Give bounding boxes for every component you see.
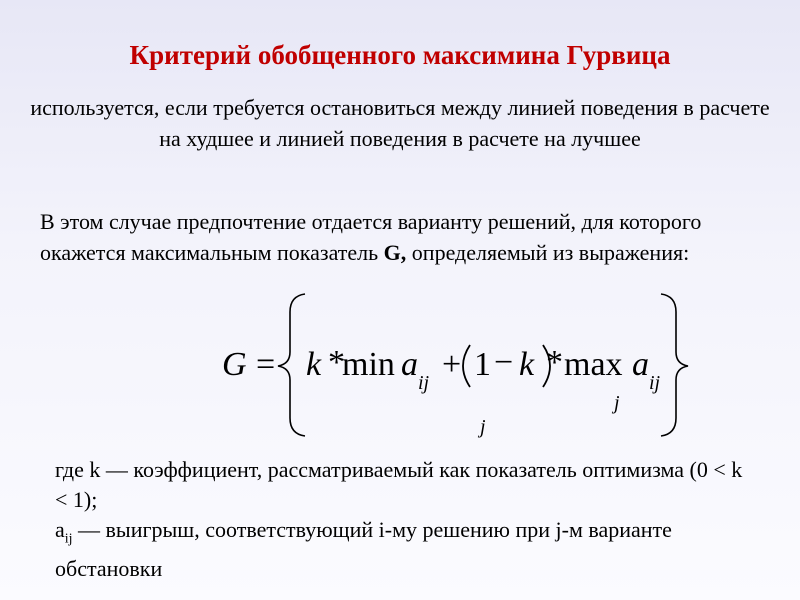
left-curly-brace	[278, 294, 305, 436]
formula-g: G	[222, 346, 247, 383]
formula-max: max	[564, 346, 623, 383]
note-a-symbol: a	[55, 517, 65, 542]
note-a-definition	[55, 515, 755, 584]
note-a-subscript: ij	[64, 531, 73, 547]
formula-one: 1	[474, 346, 491, 383]
left-paren	[463, 345, 470, 387]
formula-min-index: j	[480, 416, 486, 438]
note-a-text: — выигрыш, соответствующий i-му решению при j-м варианте обстановки	[55, 517, 672, 582]
slide-title: Критерий обобщенного максимина Гурвица	[129, 40, 671, 70]
g-symbol: G,	[383, 240, 407, 265]
hurwicz-formula	[220, 290, 690, 440]
formula-minus: −	[494, 344, 514, 381]
formula-min: min	[342, 346, 395, 383]
formula-k-2: k	[519, 346, 535, 383]
description-paragraph	[40, 206, 780, 268]
formula-a-subscript: ij	[418, 372, 430, 394]
note-k-definition: где k — коэффициент, рассматриваемый как показатель оптимизма (0 < k < 1);	[55, 457, 743, 512]
description-text-before: В этом случае предпочтение отдается варианту решений, для которого окажется максимальным показатель	[40, 209, 702, 265]
formula-plus: +	[442, 346, 462, 383]
formula-k: k	[306, 346, 322, 383]
notes-block	[55, 455, 755, 584]
intro-text: используется, если требуется остановиться между линией поведения в расчете на худшее и линией поведения в расчете на лучшее	[30, 95, 770, 151]
description-text-after: определяемый из выражения:	[406, 240, 690, 265]
formula-a: a	[401, 346, 418, 383]
formula-star-2: *	[546, 344, 563, 381]
formula-a-2-subscript: ij	[649, 372, 661, 394]
formula-star: *	[328, 344, 345, 381]
formula-equals: =	[256, 346, 276, 383]
formula-max-index: j	[614, 392, 620, 414]
formula-a-2: a	[632, 346, 649, 383]
right-curly-brace	[661, 294, 688, 436]
